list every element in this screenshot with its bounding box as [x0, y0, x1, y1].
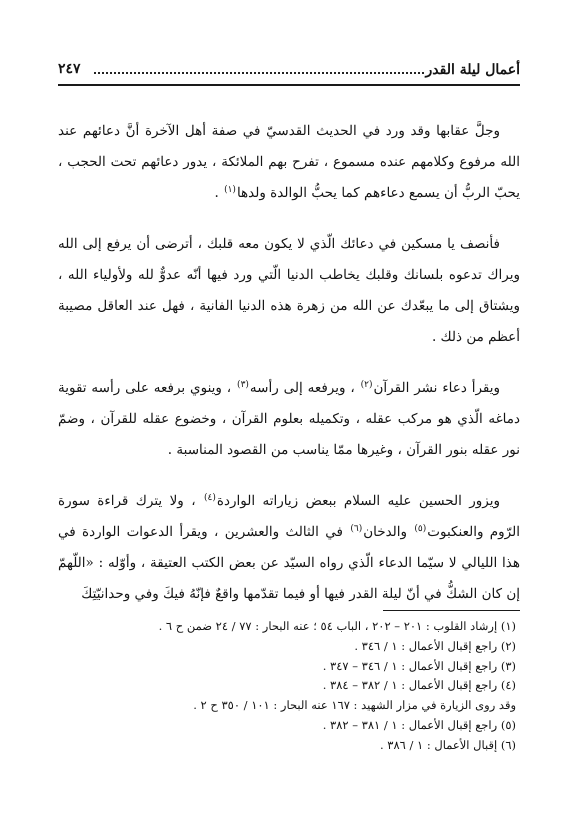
footnote-item: (٥) راجع إقبال الأعمال : ١ / ٣٨١ – ٣٨٢ .	[322, 717, 516, 732]
paragraph-text: ، ولا يترك قراءة سورة الرّوم والعنكبوت	[58, 493, 520, 540]
footnote-reference: (٥)	[414, 523, 427, 534]
body-paragraph	[58, 229, 520, 353]
paragraph-text: ويقرأ دعاء نشر القرآن	[373, 380, 501, 396]
body-paragraph	[58, 373, 520, 466]
main-text	[58, 116, 520, 630]
footnote-reference: (٤)	[204, 492, 216, 503]
footnotes-list	[58, 617, 520, 756]
footnote-item: (٤) راجع إقبال الأعمال : ١ / ٣٨٢ – ٣٨٤ .	[322, 678, 516, 693]
footnote-item: وقد روى الزيارة في مزار الشهيد : ١٦٧ عنه البحار : ١٠١ / ٣٥٠ ح ٢ .	[193, 698, 516, 713]
footnote-item: (٣) راجع إقبال الأعمال : ١ / ٣٤٦ – ٣٤٧ .	[322, 658, 516, 673]
footnote-reference: (١)	[224, 184, 236, 195]
footnote-item: (٢) راجع إقبال الأعمال : ١ / ٣٤٦ .	[354, 638, 516, 653]
paragraph-text: ، وينوي برفعه على رأسه تقوية دماغه الّذي هو مركب عقله ، وتكميله بعلوم القرآن ، وخضوع عقله للقرآن ، وضمّ نور عقله بنور القرآن ، وغيرها ممّا يناسب من القصود المناسبة .	[58, 380, 520, 458]
footnote-item: (٦) إقبال الأعمال : ١ / ٣٨٦ .	[379, 737, 516, 752]
footnote-reference: (٣)	[237, 379, 249, 390]
paragraph-text: ، ويرفعه إلى رأسه	[249, 380, 360, 396]
running-title: أعمال ليلة القدر	[425, 62, 520, 78]
body-paragraph	[58, 486, 520, 610]
paragraph-text: فأنصف يا مسكين في دعائك الّذي لا يكون معه قلبك ، أترضى أن يرفع إلى الله ويراك تدعوه بلسانك وقلبك يخاطب الدنيا الّتي ورد فيها أنّه عدوٌّ لله ولأولياء الله ، ويشتاق إلى ما يبعّدك عن الله من زهرة هذه الدنيا الفانية ، فهل عند العاقل مصيبة أعظم من ذلك .	[58, 236, 520, 345]
page-header	[58, 56, 520, 86]
paragraph-text: .	[214, 185, 224, 201]
paragraph-text: في الثالث والعشرين ، ويقرأ الدعوات الواردة في هذا الليالي لا سيّما الدعاء الّذي رواه السيّد عن بعض الكتب العتيقة ، وأوّله : «اللّهمّ إن كان الشكُّ في أنّ ليلة القدر فيها أو فيما تقدّمها واقعٌ فإنّهُ فيكَ وفي وحدانيّتِكَ	[58, 524, 520, 602]
header-dotted-leader	[94, 72, 424, 74]
page-number: ٢٤٧	[58, 61, 81, 77]
footnote-item: (١) إرشاد القلوب : ٢٠١ – ٢٠٢ ، الباب ٥٤ ؛ عنه البحار : ٧٧ / ٢٤ ضمن ح ٦ .	[158, 619, 516, 633]
paragraph-text: ويزور الحسين عليه السلام ببعض زياراته الواردة	[216, 493, 501, 509]
footnote-reference: (٦)	[350, 523, 363, 534]
footnote-reference: (٢)	[360, 379, 373, 390]
footnote-separator	[383, 610, 520, 611]
paragraph-text: وجلَّ عقابها وقد ورد في الحديث القدسيّ في صفة أهل الآخرة أنَّ دعائهم عند الله مرفوع وكلامهم عنده مسموع ، تفرح بهم الملائكة ، يدور دعائهم تحت الحجب ، يحبّ الربُّ أن يسمع دعاءهم كما يحبُّ الوالدة ولدها	[58, 123, 520, 201]
body-paragraph	[58, 116, 520, 209]
paragraph-text: والدخان	[363, 524, 414, 540]
